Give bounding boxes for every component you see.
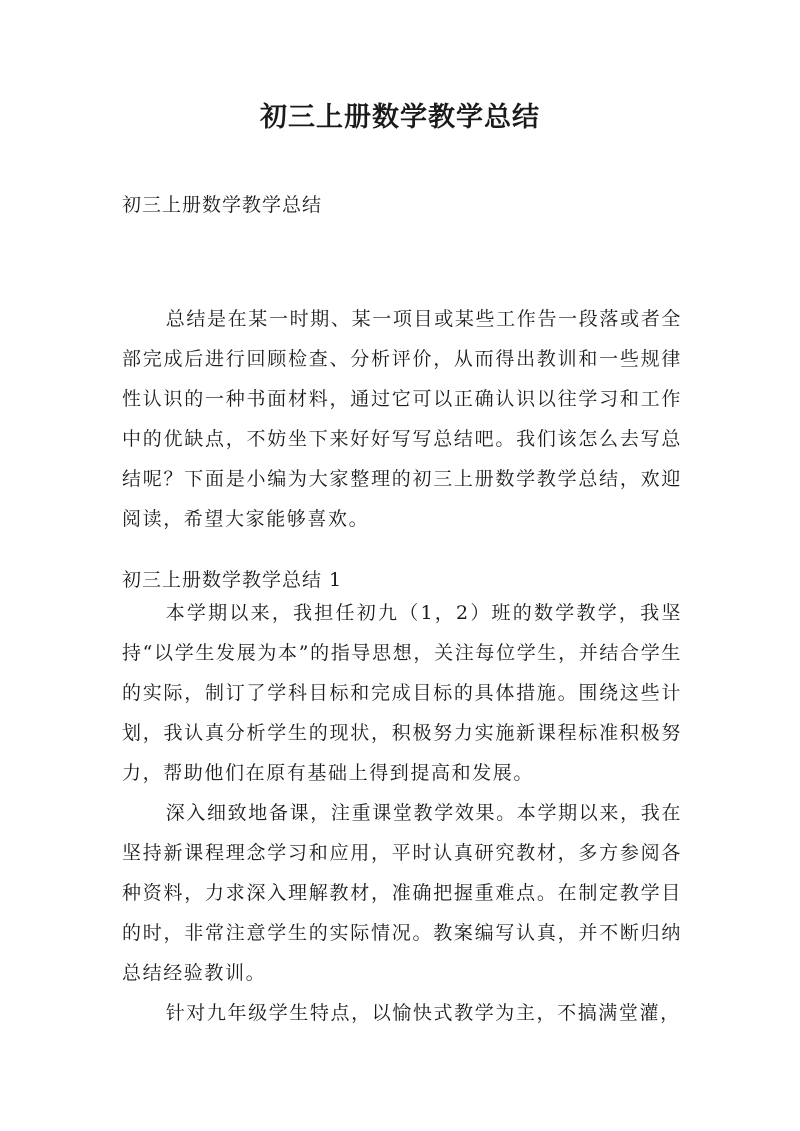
intro-paragraph: 总结是在某一时期、某一项目或某些工作告一段落或者全部完成后进行回顾检查、分析评价，从而得出教训和一些规律性认识的一种书面材料，通过它可以正确认识以往学习和工作中的优缺点，不妨坐下来好好写写总结吧。我们该怎么去写总结呢？下面是小编为大家整理的初三上册数学教学总结，欢迎阅读，希望大家能够喜欢。 <box>122 308 682 530</box>
document-title: 初三上册数学教学总结 <box>260 102 540 133</box>
intro-block <box>122 299 682 539</box>
section-heading: 初三上册数学教学总结 1 <box>122 569 343 591</box>
section-paragraph-1: 本学期以来，我担任初九（1，2）班的数学教学，我坚持“以学生发展为本”的指导思想，关注每位学生，并结合学生的实际，制订了学科目标和完成目标的具体措施。围绕这些计划，我认真分析学生的现状，积极努力实施新课程标准积极努力，帮助他们在原有基础上得到提高和发展。 <box>122 602 682 784</box>
section-paragraph-3: 针对九年级学生特点，以愉快式教学为主，不搞满堂灌， <box>165 1002 681 1024</box>
section-1-body <box>122 593 682 1033</box>
section-paragraph-2: 深入细致地备课，注重课堂教学效果。本学期以来，我在坚持新课程理念学习和应用，平时认真研究教材，多方参阅各种资料，力求深入理解教材，准确把握重难点。在制定教学目的时，非常注意学生的实际情况。教案编写认真，并不断归纳总结经验教训。 <box>122 802 682 984</box>
document-subtitle: 初三上册数学教学总结 <box>122 194 323 216</box>
